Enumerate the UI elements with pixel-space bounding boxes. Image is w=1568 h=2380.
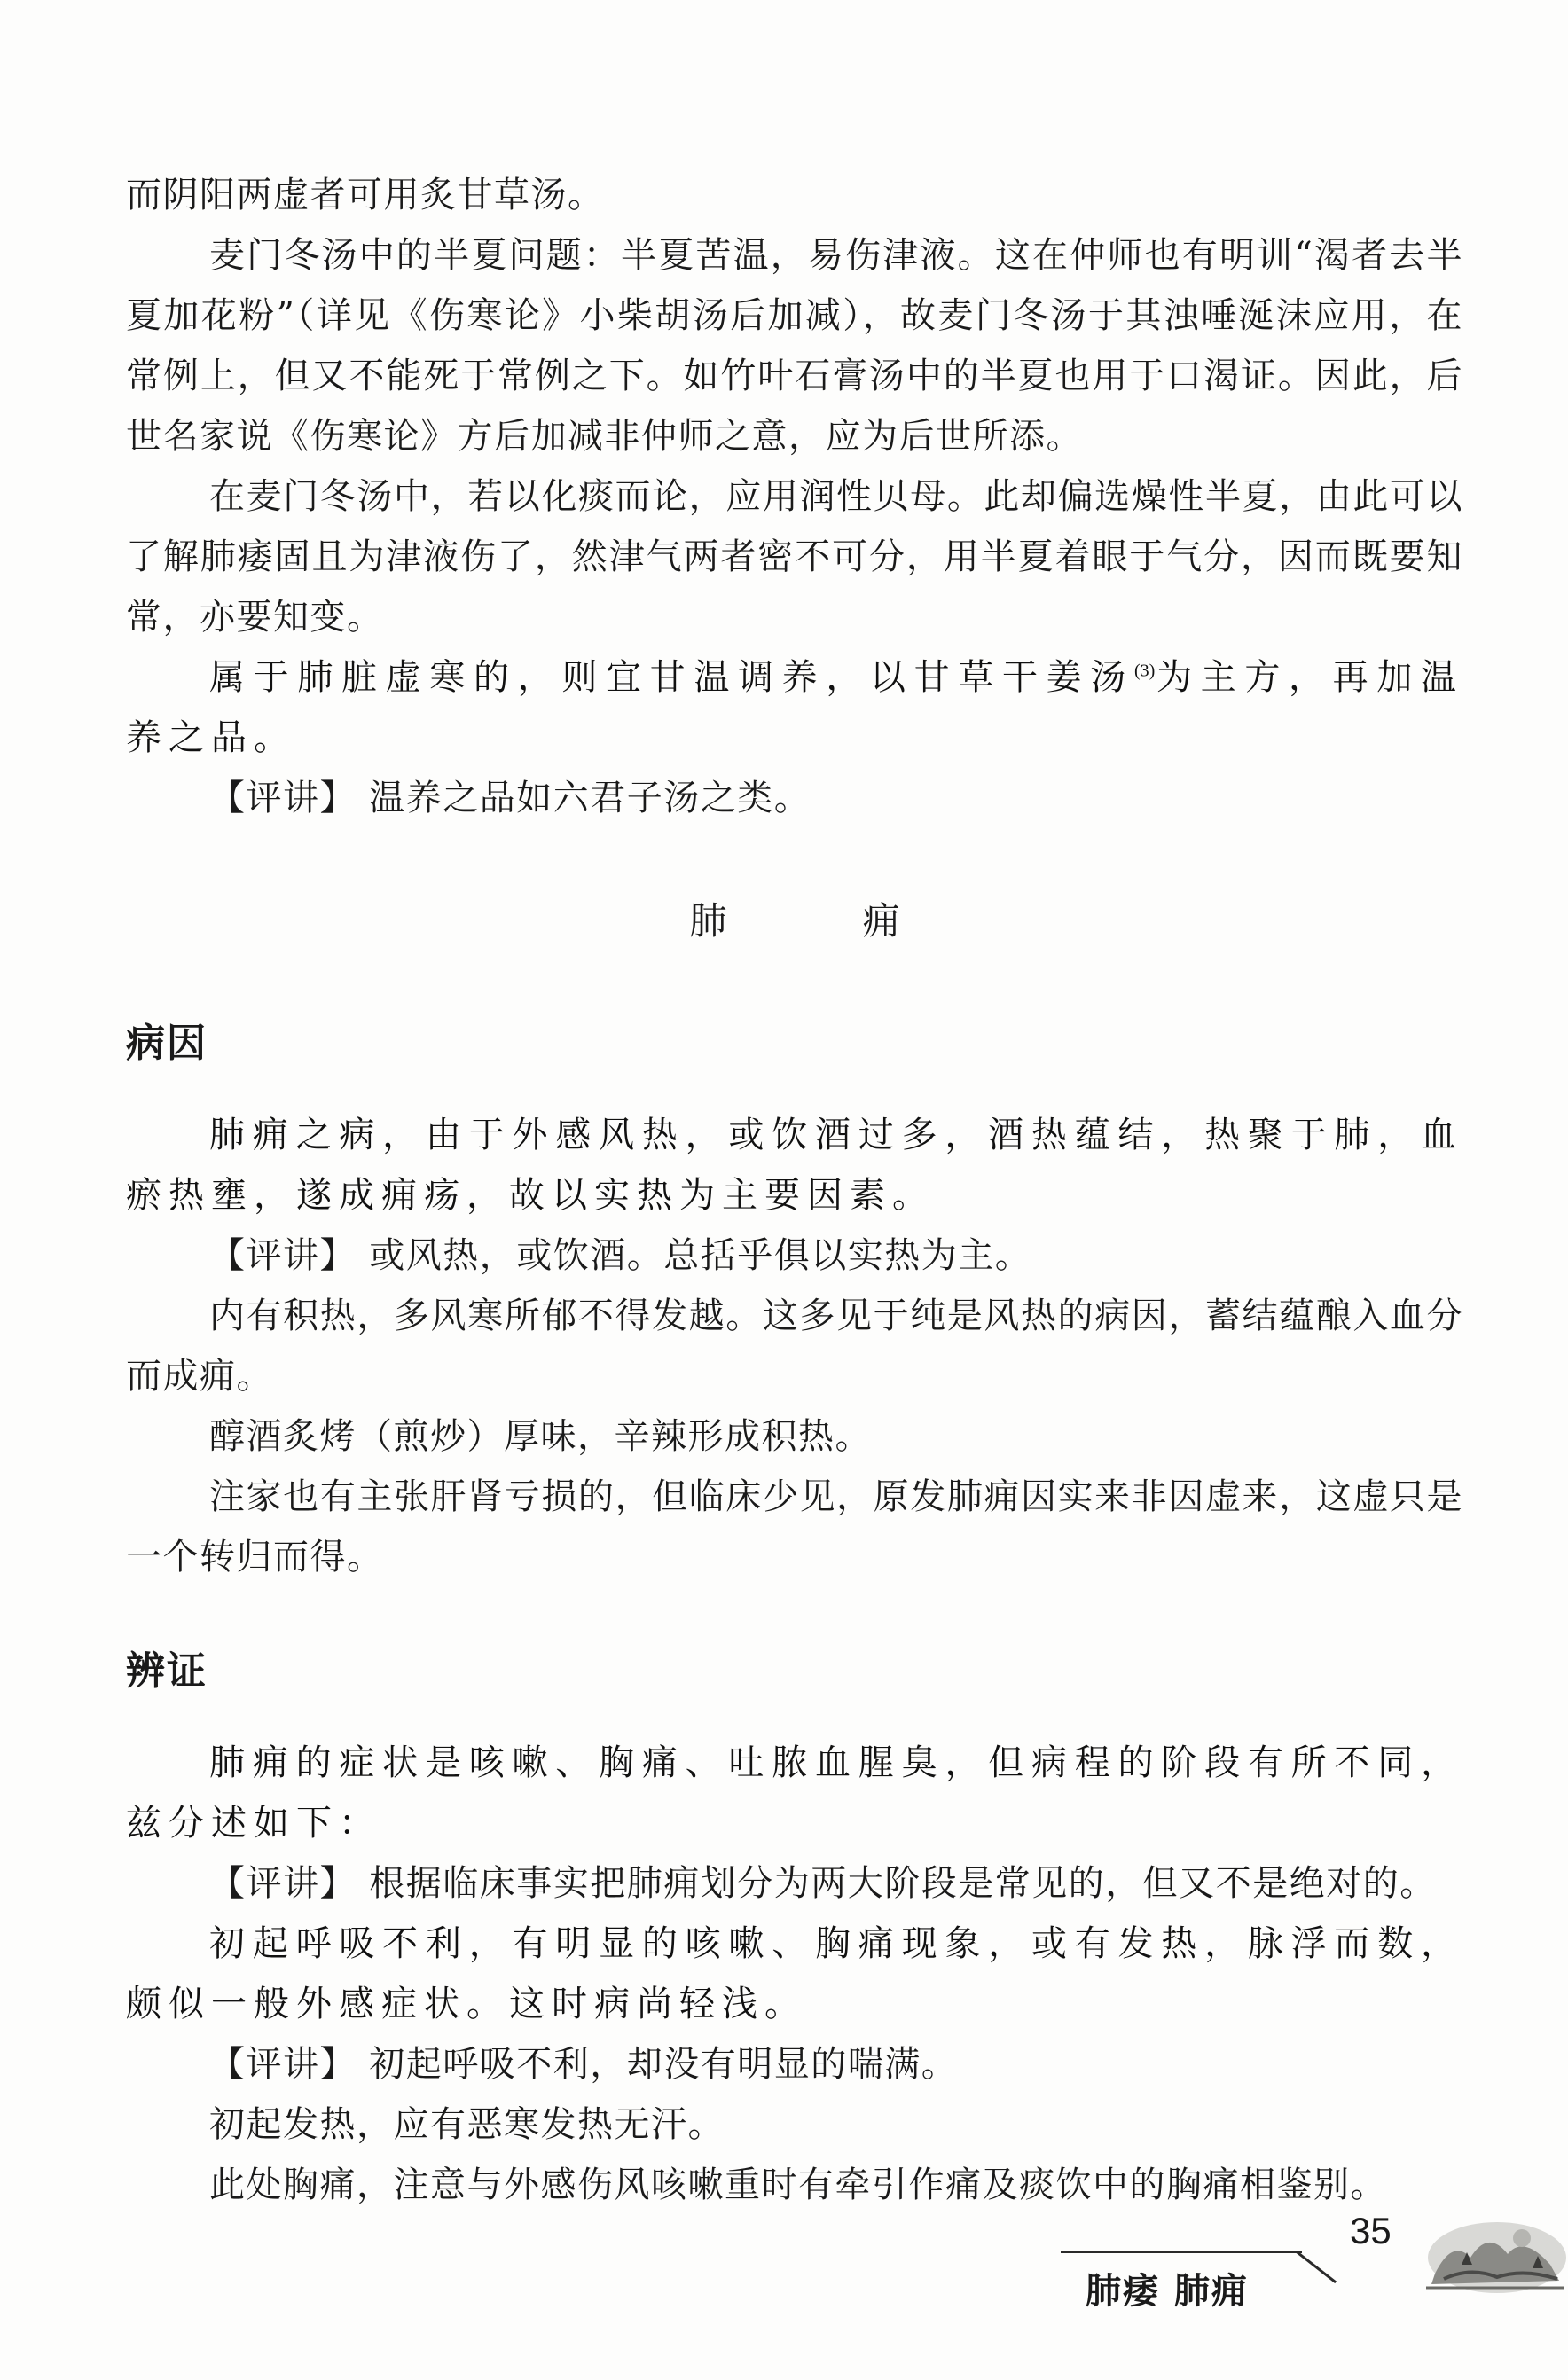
subsection-title-diagnosis: 辨证 xyxy=(126,1648,208,1694)
page-number: 35 xyxy=(1350,2210,1392,2251)
diagnosis-paragraph-1: 肺痈的症状是咳嗽、胸痛、吐脓血腥臭，但病程的阶段有所不同，兹分述如下： xyxy=(126,1742,1463,1843)
page-content xyxy=(126,165,1463,2215)
paragraph-1: 而阴阳两虚者可用炙甘草汤。 xyxy=(126,175,605,215)
landscape-ornament-icon xyxy=(1408,2203,1568,2309)
cause-paragraph-3: 内有积热，多风寒所郁不得发越。这多见于纯是风热的病因，蓄结蕴酿入血分而成痈。 xyxy=(126,1296,1463,1397)
footer-rule xyxy=(1061,2251,1302,2253)
footnote-marker: (3) xyxy=(1134,661,1156,681)
diagnosis-paragraph-4: 【评讲】 初起呼吸不利，却没有明显的喘满。 xyxy=(209,2044,959,2085)
cause-paragraph-1: 肺痈之病，由于外感风热，或饮酒过多，酒热蕴结，热聚于肺，血瘀热壅，遂成痈疡，故以实热为主要因素。 xyxy=(126,1115,1463,1215)
paragraph-3: 在麦门冬汤中，若以化痰而论，应用润性贝母。此却偏选燥性半夏，由此可以了解肺痿固且为津液伤了，然津气两者密不可分，用半夏着眼于气分，因而既要知常，亦要知变。 xyxy=(126,476,1463,638)
diagnosis-paragraph-6: 此处胸痛，注意与外感伤风咳嗽重时有牵引作痛及痰饮中的胸痛相鉴别。 xyxy=(209,2165,1387,2205)
running-title: 肺痿 肺痈 xyxy=(1086,2271,1249,2312)
diagnosis-paragraph-5: 初起发热，应有恶寒发热无汗。 xyxy=(209,2104,725,2145)
footer-rule-slant xyxy=(1296,2251,1337,2283)
subsection-title-cause: 病因 xyxy=(126,1021,208,1066)
cause-paragraph-4: 醇酒炙烤（煎炒）厚味，辛辣形成积热。 xyxy=(209,1416,872,1457)
paragraph-2: 麦门冬汤中的半夏问题：半夏苦温，易伤津液。这在仲师也有明训“渴者去半夏加花粉”（详见《伤寒论》小柴胡汤后加减），故麦门冬汤于其浊唾涎沫应用，在常例上，但又不能死于常例之下。如竹叶石膏汤中的半夏也用于口渴证。因此，后世名家说《伤寒论》方后加减非仲师之意，应为后世所添。 xyxy=(126,235,1463,457)
diagnosis-paragraph-2: 【评讲】 根据临床事实把肺痈划分为两大阶段是常见的，但又不是绝对的。 xyxy=(209,1863,1437,1904)
section-title: 肺 痈 xyxy=(689,899,962,943)
paragraph-text-after: 为主方，再加温养之品。 xyxy=(126,657,1464,757)
paragraph-with-note xyxy=(126,647,1463,768)
diagnosis-paragraph-3: 初起呼吸不利，有明显的咳嗽、胸痛现象，或有发热，脉浮而数，颇似一般外感症状。这时病尚轻浅。 xyxy=(126,1923,1463,2024)
paragraph-text-before: 属于肺脏虚寒的，则宜甘温调养，以甘草干姜汤 xyxy=(209,657,1135,697)
comment-paragraph xyxy=(126,768,1463,828)
comment-tag: 【评讲】 xyxy=(209,778,357,818)
cause-paragraph-2: 【评讲】 或风热，或饮酒。总括乎俱以实热为主。 xyxy=(209,1235,1032,1276)
cause-paragraph-5: 注家也有主张肝肾亏损的，但临床少见，原发肺痈因实来非因虚来，这虚只是一个转归而得。 xyxy=(126,1476,1463,1578)
comment-text: 温养之品如六君子汤之类。 xyxy=(369,778,811,818)
